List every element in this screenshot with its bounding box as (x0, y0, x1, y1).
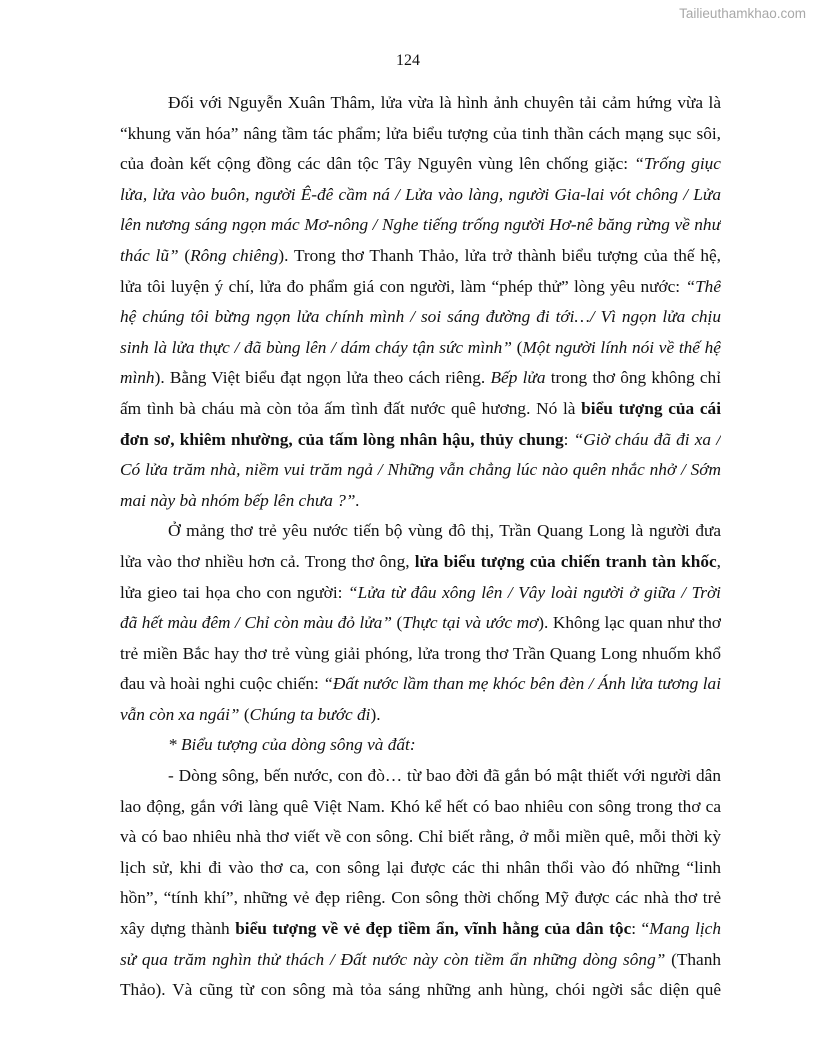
text-line (120, 241, 721, 272)
italic-text: Rông chiêng (190, 245, 279, 265)
text-run: và có bao nhiêu nhà thơ viết về con sông. Chỉ biết rằng, ở mỗi miền quê, mỗi thời kỳ (120, 827, 721, 847)
text-run: ( (391, 613, 403, 633)
text-run: lửa gieo tai họa cho con người: (120, 582, 348, 602)
italic-text: Chúng ta bước đi (249, 704, 371, 724)
text-run: lửa vào thơ nhiều hơn cả. Trong thơ ông, (120, 551, 415, 571)
text-run: ( (511, 337, 523, 357)
text-line (120, 945, 721, 976)
italic-text: Có lửa trăm nhà, niềm vui trăm ngả / Những vẫn chẳng lúc nào quên nhắc nhở / Sớm (120, 460, 721, 480)
bold-text: biểu tượng của cái (581, 398, 721, 418)
text-line (120, 883, 721, 914)
text-run: hồn”, “tính khí”, những vẻ đẹp riêng. Con sông thời chống Mỹ được các nhà thơ trẻ (120, 888, 721, 908)
italic-text: thác lũ” (120, 245, 179, 265)
text-run: trong thơ ông không chỉ (545, 368, 721, 388)
text-line (120, 88, 721, 119)
text-run: ( (239, 704, 250, 724)
bold-text: lửa biểu tượng của chiến tranh tàn khốc (414, 551, 717, 571)
body-text (120, 88, 721, 1006)
text-line (120, 608, 721, 639)
text-run: Ở mảng thơ trẻ yêu nước tiến bộ vùng đô thị, Trần Quang Long là người đưa (168, 521, 721, 541)
italic-text: Thực tại và ước mơ (402, 613, 539, 633)
italic-text: lửa, lửa vào buôn, người Ê-đê cầm ná / Lửa vào làng, người Gia-lai vót chông / Lửa (120, 184, 721, 204)
text-run: lửa tôi luyện ý chí, lửa đo phẩm giá con người, làm “phép thử” lòng yêu nước: (120, 276, 686, 296)
italic-text: mình (120, 368, 155, 388)
italic-text: hệ chúng tôi bừng ngọn lửa chính mình / soi sáng đường đi tới…/ Vì ngọn lửa chịu (120, 307, 721, 327)
text-run: (Thanh (665, 949, 721, 969)
text-run: Đối với Nguyễn Xuân Thâm, lửa vừa là hình ảnh chuyên tải cảm hứng vừa là (168, 93, 721, 112)
italic-text: “Lửa từ đâu xông lên / Vây loài người ở giữa / Trời (347, 582, 721, 602)
italic-text: Mang lịch (649, 919, 721, 939)
italic-text: “Thế (685, 276, 721, 296)
italic-text: sinh là lửa thực / đã bùng lên / dám cháy tận sức mình” (120, 337, 512, 357)
text-run: ). Trong thơ Thanh Thảo, lửa trở thành biểu tượng của thế hệ, (278, 245, 721, 265)
text-run: xây dựng thành (120, 919, 236, 939)
text-run: lao động, gắn với làng quê Việt Nam. Khó kể hết có bao nhiêu con sông trong thơ ca (120, 796, 721, 816)
section-heading (120, 730, 721, 761)
text-line (120, 363, 721, 394)
text-run: : (563, 429, 574, 449)
italic-text: Một người lính nói về thế hệ (522, 337, 721, 357)
text-run: lịch sử, khi đi vào thơ ca, con sông lại được các thi nhân thổi vào đó những “linh (120, 857, 721, 877)
italic-text: “Giờ cháu đã đi xa / (573, 429, 721, 449)
text-run: “khung văn hóa” nâng tầm tác phẩm; lửa biểu tượng của tinh thần cách mạng sục sôi, (120, 123, 721, 143)
text-line (120, 761, 721, 792)
text-line (120, 119, 721, 150)
italic-text: lên nương sáng ngọn mác Mơ-nông / Nghe tiếng trống người Hơ-nê băng rừng về như (120, 215, 721, 235)
italic-text: Bếp lửa (490, 368, 546, 388)
bold-text: đơn sơ, khiêm nhường, của tấm lòng nhân hậu, thủy chung (120, 429, 564, 449)
italic-text: đã hết màu đêm / Chỉ còn màu đỏ lửa” (120, 613, 392, 633)
page-number: 124 (396, 52, 420, 69)
text-line (120, 210, 721, 241)
italic-text: vẫn còn xa ngái” (120, 704, 240, 724)
text-line (120, 639, 721, 670)
text-run: đau và hoài nghi cuộc chiến: (120, 674, 324, 694)
text-line (120, 516, 721, 547)
text-line (120, 394, 721, 425)
text-line (120, 700, 721, 731)
text-run: trẻ miền Bắc hay thơ trẻ vùng giải phóng, lửa trong thơ Trần Quang Long nhuốm khổ (120, 643, 721, 663)
italic-text: sử qua trăm nghìn thử thách / Đất nước này còn tiềm ẩn những dòng sông” (120, 949, 666, 969)
text-line (120, 853, 721, 884)
text-run: , (716, 551, 721, 571)
text-line (120, 333, 721, 364)
text-run: ). (370, 704, 381, 724)
italic-text: mai này bà nhóm bếp lên chưa ?”. (120, 490, 360, 510)
text-line (120, 149, 721, 180)
text-line (120, 914, 721, 945)
text-line (120, 272, 721, 303)
text-run: ( (178, 245, 191, 265)
text-run: ). Không lạc quan như thơ (538, 613, 721, 633)
watermark: Tailieuthamkhao.com (679, 6, 806, 21)
text-run: ấm tình bà cháu mà còn tỏa ấm tình đất nước quê hương. Nó là (120, 398, 582, 418)
text-line (120, 180, 721, 211)
text-line (120, 822, 721, 853)
text-run: - Dòng sông, bến nước, con đò… từ bao đời đã gắn bó mật thiết với người dân (168, 766, 721, 786)
text-line (120, 425, 721, 456)
text-line (120, 975, 721, 1006)
bold-text: biểu tượng về vẻ đẹp tiềm ẩn, vĩnh hằng của dân tộc (235, 919, 632, 939)
text-run: ). Bằng Việt biểu đạt ngọn lửa theo cách riêng. (154, 368, 491, 388)
text-run: : “ (631, 919, 650, 939)
text-line (120, 547, 721, 578)
italic-text: * Biểu tượng của dòng sông và đất: (168, 735, 416, 755)
text-line (120, 455, 721, 486)
italic-text: “Đất nước lầm than mẹ khóc bên đèn / Ánh lửa tương lai (323, 674, 721, 694)
text-line (120, 578, 721, 609)
italic-text: “Trống giục (634, 154, 721, 174)
text-line (120, 302, 721, 333)
text-run: của đoàn kết cộng đồng các dân tộc Tây Nguyên vùng lên chống giặc: (120, 154, 635, 174)
text-run: Thảo). Và cũng từ con sông mà tỏa sáng những anh hùng, chói ngời sắc diện quê (120, 980, 721, 1000)
text-line (120, 792, 721, 823)
text-line (120, 669, 721, 700)
text-line (120, 486, 721, 517)
